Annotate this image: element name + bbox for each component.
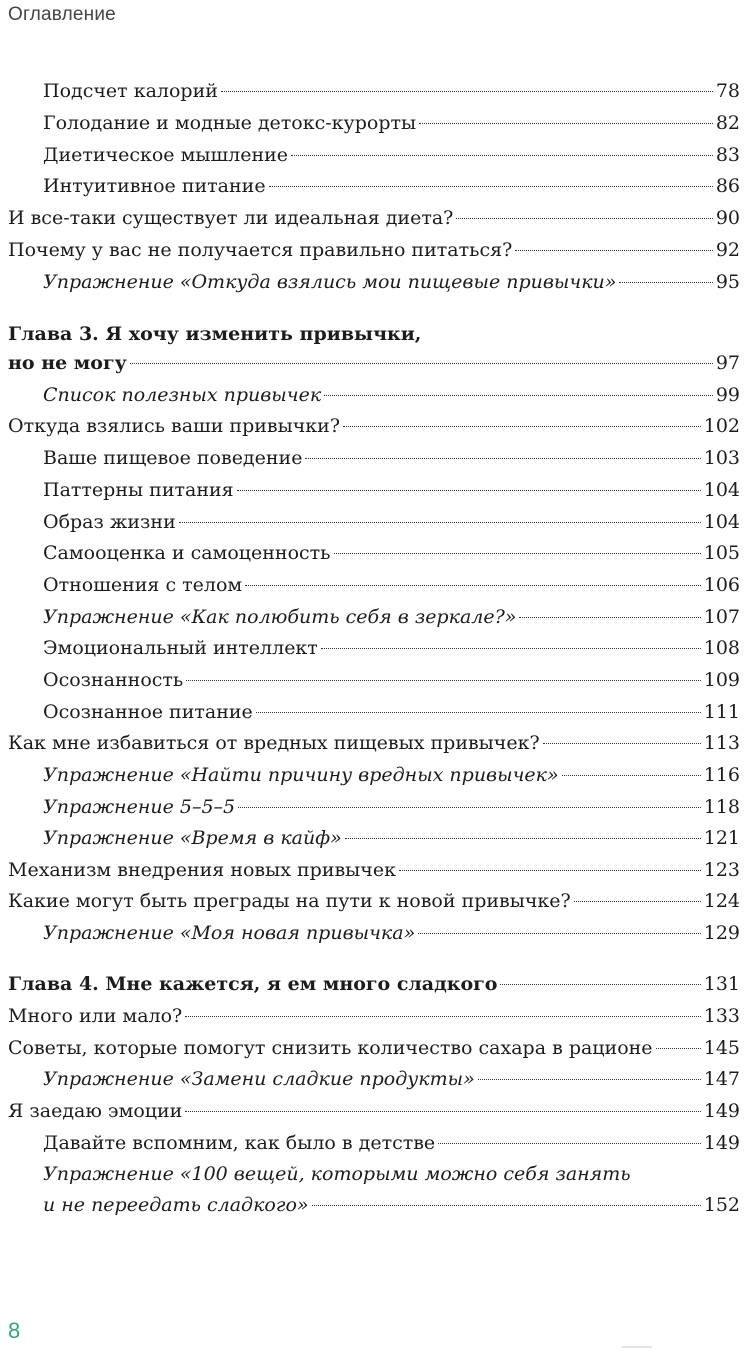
toc-entry[interactable] (43, 632, 740, 664)
exercise-heading-line1: Упражнение «100 вещей, которыми можно себя занять (43, 1163, 631, 1185)
toc-entry-title: Упражнение «Найти причину вредных привычек» (43, 764, 559, 786)
toc-entry-title: Упражнение «Моя новая привычка» (43, 922, 416, 944)
toc-entry-title: Упражнение «Время в кайф» (43, 827, 342, 849)
page-edge-mark (622, 1346, 652, 1348)
toc-entry-page: 149 (703, 1132, 740, 1154)
toc-entry-title: Механизм внедрения новых привычек (8, 859, 396, 881)
toc-entry[interactable] (8, 885, 740, 917)
toc-entry-title: Я заедаю эмоции (8, 1100, 183, 1122)
toc-entry-title: Упражнение «Как полюбить себя в зеркале?» (43, 606, 517, 628)
toc-entry[interactable] (43, 442, 740, 474)
toc-entry-page: 105 (703, 542, 740, 564)
dot-leader (419, 123, 713, 124)
toc-entry-title: Интуитивное питание (43, 175, 266, 197)
toc-entry[interactable] (8, 410, 740, 442)
dot-leader (185, 1111, 700, 1112)
toc-entry-title: Упражнение 5–5–5 (43, 796, 236, 818)
dot-leader (256, 712, 701, 713)
dot-leader (574, 901, 701, 902)
toc-entry-page: 152 (703, 1194, 740, 1216)
dot-leader (238, 807, 701, 808)
toc-entry-page: 103 (703, 447, 740, 469)
toc-entry[interactable] (43, 1127, 740, 1159)
toc-entry-page: 121 (703, 827, 740, 849)
toc-entry-title: Диетическое мышление (43, 144, 289, 166)
toc-entry-page: 104 (703, 511, 740, 533)
dot-leader (269, 186, 713, 187)
dot-leader (418, 933, 700, 934)
dot-leader (179, 522, 701, 523)
toc-exercise-entry[interactable] (43, 759, 740, 791)
dot-leader (343, 426, 701, 427)
toc-entry[interactable] (43, 107, 740, 139)
dot-leader (562, 775, 701, 776)
toc-entry-title: Откуда взялись ваши привычки? (8, 415, 340, 437)
toc-entry-page: 86 (715, 175, 740, 197)
dot-leader (186, 680, 700, 681)
toc-entry-page: 102 (703, 415, 740, 437)
toc-entry-title: Давайте вспомним, как было в детстве (43, 1132, 436, 1154)
toc-entry-page: 99 (715, 384, 740, 406)
dot-leader (456, 218, 712, 219)
dot-leader (221, 91, 713, 92)
toc-entry-page: 118 (703, 796, 740, 818)
toc-entry[interactable] (43, 569, 740, 601)
toc-entry-page: 90 (715, 207, 740, 229)
toc-entry-title: и не переедать сладкого» (43, 1194, 309, 1216)
toc-entry[interactable] (8, 202, 740, 234)
dot-leader (324, 395, 713, 396)
toc-entry[interactable] (8, 1032, 740, 1064)
toc-entry-page: 104 (703, 479, 740, 501)
dot-leader (519, 617, 700, 618)
toc-entry-title: Почему у вас не получается правильно питаться? (8, 239, 513, 261)
toc-entry-page: 83 (715, 144, 740, 166)
dot-leader (334, 553, 701, 554)
toc-entry-title: Образ жизни (43, 511, 176, 533)
toc-entry-title: Советы, которые помогут снизить количество сахара в рационе (8, 1037, 653, 1059)
toc-entry[interactable] (8, 1095, 740, 1127)
toc-entry-page: 129 (703, 922, 740, 944)
dot-leader (500, 984, 700, 985)
toc-exercise-entry[interactable] (43, 1189, 740, 1221)
dot-leader (515, 250, 713, 251)
toc-entry-title: Какие могут быть преграды на пути к новой привычке? (8, 890, 571, 912)
toc-entry-title: Эмоциональный интеллект (43, 637, 318, 659)
page-number: 8 (8, 1318, 21, 1343)
toc-exercise-entry[interactable] (43, 917, 740, 949)
toc-entry-title: Отношения с телом (43, 574, 243, 596)
dot-leader (543, 743, 701, 744)
toc-chapter-entry[interactable] (8, 347, 740, 379)
toc-entry-page: 107 (703, 606, 740, 628)
toc-entry[interactable] (8, 854, 740, 886)
toc-entry[interactable] (43, 506, 740, 538)
toc-entry[interactable] (43, 696, 740, 728)
dot-leader (130, 363, 713, 364)
dot-leader (237, 490, 701, 491)
toc-entry-page: 113 (703, 732, 740, 754)
toc-entry-page: 123 (703, 859, 740, 881)
running-head: Оглавление (8, 4, 116, 25)
toc-entry-page: 145 (703, 1037, 740, 1059)
toc-exercise-entry[interactable] (43, 791, 740, 823)
toc-exercise-entry[interactable] (43, 379, 740, 411)
toc-entry-page: 131 (703, 973, 740, 995)
toc-entry-page: 116 (703, 764, 740, 786)
toc-entry-title: Упражнение «Замени сладкие продукты» (43, 1068, 475, 1090)
toc-entry-page: 147 (703, 1068, 740, 1090)
toc-entry-title: Подсчет калорий (43, 80, 218, 102)
toc-entry-page: 95 (715, 271, 740, 293)
toc-entry-title: Ваше пищевое поведение (43, 447, 303, 469)
dot-leader (399, 870, 701, 871)
toc-entry-page: 149 (703, 1100, 740, 1122)
toc-entry-page: 111 (703, 701, 740, 723)
toc-entry[interactable] (8, 727, 740, 759)
toc-exercise-entry[interactable] (43, 822, 740, 854)
toc-entry[interactable] (43, 537, 740, 569)
toc-entry[interactable] (8, 234, 740, 266)
toc-entry[interactable] (43, 474, 740, 506)
toc-entry-page: 92 (715, 239, 740, 261)
dot-leader (345, 838, 701, 839)
toc-exercise-entry[interactable] (43, 1063, 740, 1095)
toc-entry-page: 109 (703, 669, 740, 691)
toc-entry-page: 133 (703, 1005, 740, 1027)
toc-entry-title: Много или мало? (8, 1005, 183, 1027)
toc-entry-page: 78 (715, 80, 740, 102)
toc-entry-title: Глава 4. Мне кажется, я ем много сладкого (8, 973, 498, 995)
dot-leader (321, 648, 701, 649)
toc-entry-page: 124 (703, 890, 740, 912)
toc-entry-title: Голодание и модные детокс-курорты (43, 112, 417, 134)
dot-leader (656, 1048, 701, 1049)
toc-entry[interactable] (8, 1000, 740, 1032)
toc-entry-page: 97 (715, 352, 740, 374)
toc-exercise-entry[interactable] (43, 266, 740, 298)
toc-entry-title: Упражнение «Откуда взялись мои пищевые привычки» (43, 271, 617, 293)
toc-chapter-entry[interactable] (8, 968, 740, 1000)
toc-entry-title: И все-таки существует ли идеальная диета? (8, 207, 454, 229)
toc-entry-title: Осознанность (43, 669, 184, 691)
toc-entry-title: Паттерны питания (43, 479, 234, 501)
toc-entry-title: но не могу (8, 352, 127, 374)
toc-entry-page: 108 (703, 637, 740, 659)
dot-leader (291, 155, 713, 156)
toc-entry[interactable] (43, 75, 740, 107)
dot-leader (305, 458, 700, 459)
dot-leader (185, 1016, 701, 1017)
toc-entry[interactable] (43, 170, 740, 202)
toc-entry-title: Осознанное питание (43, 701, 253, 723)
toc-entry-title: Как мне избавиться от вредных пищевых привычек? (8, 732, 540, 754)
toc-entry-title: Список полезных привычек (43, 384, 322, 406)
dot-leader (312, 1205, 701, 1206)
toc-entry-title: Самооценка и самоценность (43, 542, 331, 564)
toc-entry[interactable] (43, 664, 740, 696)
dot-leader (245, 585, 701, 586)
dot-leader (438, 1143, 701, 1144)
dot-leader (619, 282, 712, 283)
toc-entry[interactable] (43, 139, 740, 171)
chapter-3-heading-line1: Глава 3. Я хочу изменить привычки, (8, 323, 422, 345)
toc-entry-page: 82 (715, 112, 740, 134)
toc-entry-page: 106 (703, 574, 740, 596)
dot-leader (478, 1079, 701, 1080)
toc-exercise-entry[interactable] (43, 601, 740, 633)
